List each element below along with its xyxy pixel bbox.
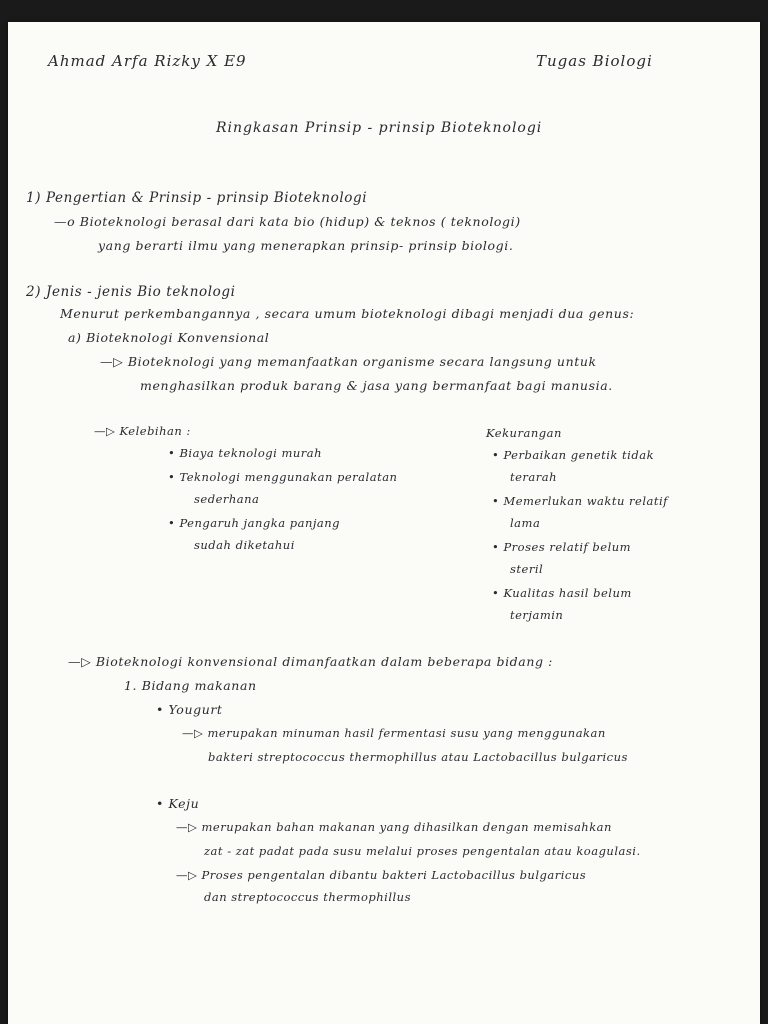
kelebihan-item: • Pengaruh jangka panjang (168, 516, 341, 530)
keju-label: • Keju (156, 796, 200, 811)
kekurangan-item: terarah (510, 470, 558, 484)
keju-line3: —▷ Proses pengentalan dibantu bakteri Lactobacillus bulgaricus (176, 868, 587, 882)
bidang-makanan-heading: 1. Bidang makanan (124, 678, 257, 693)
kelebihan-label: —▷ Kelebihan : (94, 424, 191, 438)
page-title: Ringkasan Prinsip - prinsip Bioteknologi (216, 120, 543, 136)
kekurangan-item: lama (510, 516, 541, 530)
section2-heading: 2) Jenis - jenis Bio teknologi (26, 284, 236, 300)
kelebihan-item: • Biaya teknologi murah (168, 446, 323, 460)
yogurt-line2: bakteri streptococcus thermophillus atau Lactobacillus bulgaricus (208, 750, 628, 764)
section1-line2: yang berarti ilmu yang menerapkan prinsip- prinsip biologi. (98, 238, 514, 253)
keju-line2: zat - zat padat pada susu melalui proses pengentalan atau koagulasi. (204, 844, 641, 858)
kekurangan-item: steril (510, 562, 544, 576)
kekurangan-item: • Perbaikan genetik tidak (492, 448, 655, 462)
kekurangan-item: terjamin (510, 608, 564, 622)
section1-line1: —o Bioteknologi berasal dari kata bio (hidup) & teknos ( teknologi) (54, 214, 521, 229)
definition-line1: —▷ Bioteknologi yang memanfaatkan organisme secara langsung untuk (100, 354, 597, 369)
kekurangan-item: • Memerlukan waktu relatif (492, 494, 668, 508)
notebook-page (8, 22, 760, 1024)
yogurt-label: • Yougurt (156, 702, 223, 717)
keju-line4: dan streptococcus thermophillus (204, 890, 411, 904)
kekurangan-item: • Proses relatif belum (492, 540, 632, 554)
student-name-class: Ahmad Arfa Rizky X E9 (48, 52, 247, 70)
kekurangan-label: Kekurangan (486, 426, 562, 440)
yogurt-line1: —▷ merupakan minuman hasil fermentasi susu yang menggunakan (182, 726, 606, 740)
kelebihan-item: sudah diketahui (194, 538, 295, 552)
bidang-intro: —▷ Bioteknologi konvensional dimanfaatkan dalam beberapa bidang : (68, 654, 553, 669)
kelebihan-item: sederhana (194, 492, 260, 506)
subject-label: Tugas Biologi (536, 52, 653, 70)
section1-heading: 1) Pengertian & Prinsip - prinsip Bioteknologi (26, 190, 368, 206)
keju-line1: —▷ merupakan bahan makanan yang dihasilkan dengan memisahkan (176, 820, 612, 834)
kekurangan-item: • Kualitas hasil belum (492, 586, 632, 600)
subsection-a-heading: a) Bioteknologi Konvensional (68, 330, 270, 345)
section2-intro: Menurut perkembangannya , secara umum bioteknologi dibagi menjadi dua genus: (60, 306, 635, 321)
definition-line2: menghasilkan produk barang & jasa yang bermanfaat bagi manusia. (140, 378, 613, 393)
kelebihan-item: • Teknologi menggunakan peralatan (168, 470, 398, 484)
